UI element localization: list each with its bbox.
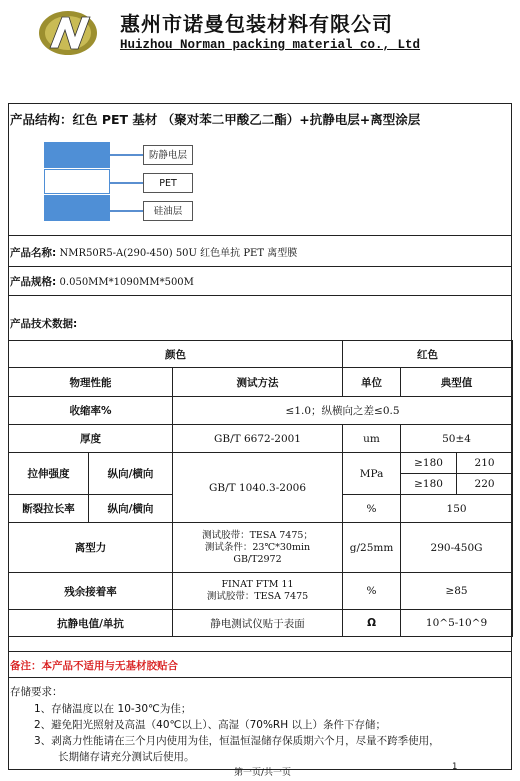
- tensile-md-condition: ≥180: [401, 453, 457, 474]
- residual-method: FINAT FTM 11 测试胶带：TESA 7475: [173, 573, 343, 610]
- remark-note: 备注：本产品不适用与无基材胶贴合: [10, 660, 178, 672]
- header-typical: 典型值: [401, 368, 513, 397]
- table-row: [9, 523, 513, 573]
- divider: [8, 266, 512, 267]
- product-name-label: 产品名称:: [10, 247, 57, 259]
- tensile-unit: MPa: [343, 453, 401, 495]
- layer-label: 硅油层: [143, 201, 193, 221]
- color-label: 颜色: [9, 341, 343, 368]
- tech-data-title: 产品技术数据:: [10, 318, 78, 330]
- divider: [8, 651, 512, 652]
- header-property: 物理性能: [9, 368, 173, 397]
- company-header: [0, 0, 520, 70]
- elongation-unit: %: [343, 495, 401, 523]
- table-row: [9, 573, 513, 610]
- thickness-label: 厚度: [9, 425, 173, 453]
- elongation-label: 断裂拉长率: [9, 495, 89, 523]
- antistatic-unit: Ω: [343, 610, 401, 637]
- layer-label: 防静电层: [143, 145, 193, 165]
- residual-label: 残余接着率: [9, 573, 173, 610]
- product-spec-row: [10, 274, 194, 289]
- antistatic-label: 抗静电值/单抗: [9, 610, 173, 637]
- product-spec-value: 0.050MM*1090MM*500M: [59, 277, 194, 288]
- table-row: [9, 610, 513, 637]
- table-row: [9, 425, 513, 453]
- residual-value: ≥85: [401, 573, 513, 610]
- page-number: 1: [452, 762, 458, 772]
- storage-item: 1、存储温度以在 10-30℃为佳；: [34, 703, 192, 715]
- page-footer: 第一页/共一页: [234, 768, 292, 778]
- tensile-direction: 纵向/横向: [89, 453, 173, 495]
- release-method: 测试胶带：TESA 7475； 测试条件：23℃*30min GB/T2972: [173, 523, 343, 573]
- antistatic-value: 10^5-10^9: [401, 610, 513, 637]
- table-row: [9, 397, 513, 425]
- thickness-method: GB/T 6672-2001: [173, 425, 343, 453]
- residual-unit: %: [343, 573, 401, 610]
- layer-label: PET: [143, 173, 193, 193]
- elongation-value: 150: [401, 495, 513, 523]
- release-value: 290-450G: [401, 523, 513, 573]
- header-method: 测试方法: [173, 368, 343, 397]
- antistatic-layer-block: [44, 142, 110, 168]
- product-structure: 产品结构：红色 PET 基材 （聚对苯二甲酸乙二酯）+抗静电层+离型涂层: [10, 112, 421, 127]
- thickness-value: 50±4: [401, 425, 513, 453]
- pet-layer-block: [44, 169, 110, 194]
- tensile-td-condition: ≥180: [401, 474, 457, 495]
- storage-item: 2、避免阳光照射及高温（40℃以上）、高湿（70%RH 以上）条件下存储；: [34, 719, 386, 731]
- shrink-value: ≤1.0；纵横向之差≤0.5: [173, 397, 513, 425]
- tensile-td-value: 220: [457, 474, 513, 495]
- silicone-layer-block: [44, 195, 110, 221]
- divider: [8, 235, 512, 236]
- color-value: 红色: [343, 341, 513, 368]
- header-unit: 单位: [343, 368, 401, 397]
- divider: [8, 677, 512, 678]
- release-unit: g/25mm: [343, 523, 401, 573]
- thickness-unit: um: [343, 425, 401, 453]
- elongation-direction: 纵向/横向: [89, 495, 173, 523]
- product-name-row: [10, 244, 297, 260]
- product-spec-label: 产品规格:: [10, 276, 57, 288]
- layer-diagram: [44, 142, 204, 222]
- storage-title: 存储要求：: [10, 686, 63, 698]
- table-header-row: [9, 368, 513, 397]
- tensile-label: 拉伸强度: [9, 453, 89, 495]
- storage-item: 3、剥离力性能请在三个月内使用为佳，恒温恒湿储存保质期六个月，尽量不跨季使用，: [34, 735, 440, 747]
- release-label: 离型力: [9, 523, 173, 573]
- spec-table: [8, 340, 513, 637]
- product-name-value: NMR50R5-A(290-450) 50U 红色单抗 PET 离型膜: [59, 248, 298, 259]
- tensile-method: GB/T 1040.3-2006: [173, 453, 343, 523]
- table-row: [9, 453, 513, 474]
- shrink-label: 收缩率%: [9, 397, 173, 425]
- company-name-cn: 惠州市诺曼包装材料有限公司: [120, 12, 393, 36]
- tensile-md-value: 210: [457, 453, 513, 474]
- antistatic-method: 静电测试仪贴于表面: [173, 610, 343, 637]
- divider: [8, 295, 512, 296]
- storage-item: 长期储存请充分测试后使用。: [58, 751, 195, 763]
- table-row: [9, 341, 513, 368]
- company-logo-icon: [36, 8, 100, 58]
- company-name-en: Huizhou Norman packing material co., Ltd: [120, 38, 421, 52]
